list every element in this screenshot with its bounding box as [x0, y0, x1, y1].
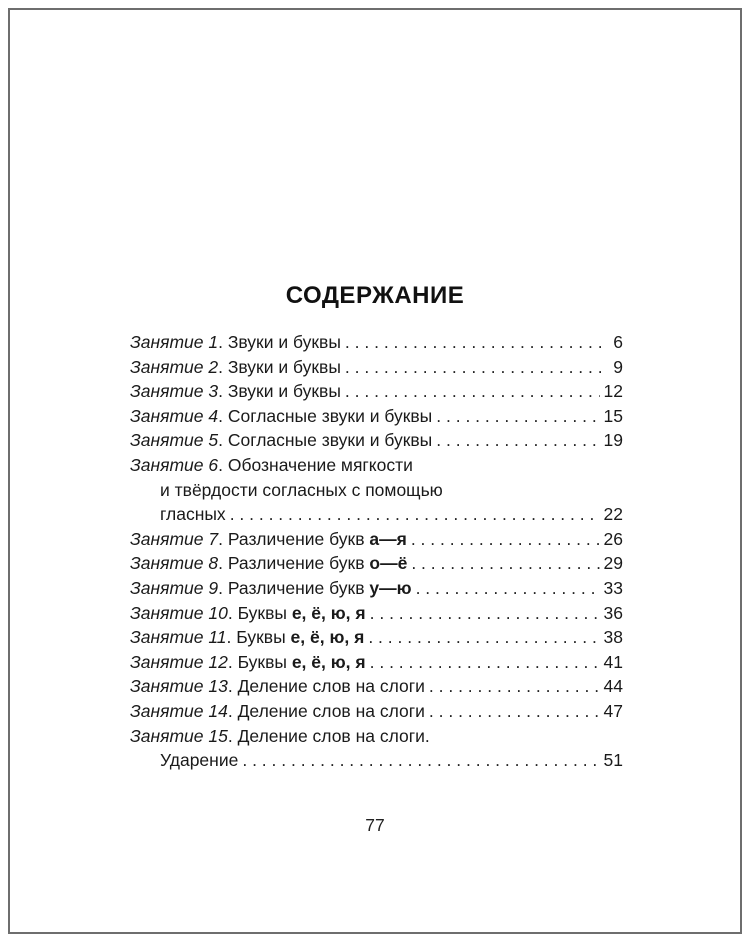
entry-page: 6 [613, 332, 623, 352]
dot-leader [436, 404, 599, 429]
entry-page: 15 [603, 405, 623, 426]
toc-entry-6-final [130, 502, 623, 527]
page-number: 77 [365, 815, 385, 835]
toc-entry-12: Занятие 12 . Буквы е, ё, ю, я . . . 41 [130, 650, 623, 675]
entry-letters: у—ю [369, 577, 412, 598]
entry-title: Различение букв [227, 577, 365, 598]
entry-title: Буквы [237, 602, 287, 623]
lesson-label: Занятие 12 [130, 651, 228, 672]
entry-letters: а—я [369, 528, 407, 549]
entry-letters: е, ё, ю, я [291, 651, 366, 672]
entry-title-continuation: Ударение [160, 750, 239, 771]
page-title: СОДЕРЖАНИЕ [285, 282, 465, 309]
dot-leader [411, 551, 599, 576]
entry-letters: е, ё, ю, я [290, 627, 365, 648]
lesson-label: Занятие 14 [130, 700, 228, 721]
entry-title: Деление слов на слоги. [237, 725, 430, 746]
dot-leader [230, 502, 600, 527]
entry-title: Согласные звуки и буквы [227, 430, 433, 451]
dot-leader [368, 625, 599, 650]
toc-entry-2: Занятие 2 . Звуки и буквы . . . 9 [130, 355, 623, 380]
table-of-contents [130, 330, 623, 773]
entry-page: 38 [603, 627, 623, 648]
dot-leader [429, 699, 600, 724]
lesson-label: Занятие 9 [130, 577, 219, 598]
toc-entry-6-continued [130, 478, 623, 503]
entry-page: 44 [603, 676, 623, 697]
dot-leader [370, 650, 600, 675]
dot-leader [411, 527, 600, 552]
dot-leader [345, 330, 609, 355]
toc-entry-15: Занятие 15 . Деление слов на слоги. [130, 724, 623, 749]
entry-title-continuation: гласных [160, 504, 226, 525]
entry-title: Различение букв [227, 553, 365, 574]
toc-entry-8: Занятие 8 . Различение букв о—ё . . . 29 [130, 551, 623, 576]
toc-entry-9: Занятие 9 . Различение букв у—ю . . . 33 [130, 576, 623, 601]
dot-leader [370, 601, 600, 626]
entry-title: Буквы [237, 651, 287, 672]
entry-page: 26 [603, 528, 623, 549]
lesson-label: Занятие 2 [130, 356, 219, 377]
entry-page: 29 [603, 553, 623, 574]
entry-title: Звуки и буквы [227, 381, 341, 402]
entry-page: 9 [613, 356, 623, 377]
lesson-label: Занятие 3 [130, 381, 219, 402]
entry-page: 33 [603, 577, 623, 598]
dot-leader [345, 379, 600, 404]
lesson-label: Занятие 11 [130, 627, 227, 648]
toc-entry-15-continued [130, 748, 623, 773]
toc-entry-11: Занятие 11 . Буквы е, ё, ю, я . . . 38 [130, 625, 623, 650]
toc-entry-3: Занятие 3 . Звуки и буквы . . . 12 [130, 379, 623, 404]
toc-entry-1: Занятие 1 . Звуки и буквы . . . 6 [130, 330, 623, 355]
toc-entry-13: Занятие 13 . Деление слов на слоги . . . 44 [130, 674, 623, 699]
lesson-label: Занятие 4 [130, 405, 219, 426]
toc-entry-7: Занятие 7 . Различение букв а—я . . . 26 [130, 527, 623, 552]
entry-title: Различение букв [227, 528, 365, 549]
entry-title: Звуки и буквы [227, 332, 341, 352]
lesson-label: Занятие 1 [130, 332, 219, 352]
entry-letters: е, ё, ю, я [291, 602, 366, 623]
lesson-label: Занятие 6 [130, 454, 219, 475]
lesson-label: Занятие 7 [130, 528, 219, 549]
lesson-label: Занятие 13 [130, 676, 228, 697]
toc-entry-10: Занятие 10 . Буквы е, ё, ю, я . . . 36 [130, 601, 623, 626]
entry-title: Буквы [236, 627, 286, 648]
lesson-label: Занятие 15 [130, 725, 228, 746]
dot-leader [436, 428, 599, 453]
toc-entry-14: Занятие 14 . Деление слов на слоги . . . 47 [130, 699, 623, 724]
entry-title: Обозначение мягкости [227, 454, 413, 475]
entry-title: Звуки и буквы [227, 356, 341, 377]
toc-entry-5: Занятие 5 . Согласные звуки и буквы . . . 19 [130, 428, 623, 453]
entry-page: 47 [603, 700, 623, 721]
entry-title: Деление слов на слоги [237, 700, 425, 721]
entry-title: Согласные звуки и буквы [227, 405, 433, 426]
entry-title: Деление слов на слоги [237, 676, 425, 697]
entry-title-continuation: и твёрдости согласных с помощью [160, 479, 443, 500]
entry-page: 41 [603, 651, 623, 672]
entry-page: 19 [603, 430, 623, 451]
toc-entry-6: Занятие 6 . Обозначение мягкости [130, 453, 623, 478]
lesson-label: Занятие 8 [130, 553, 219, 574]
dot-leader [429, 674, 600, 699]
lesson-label: Занятие 10 [130, 602, 228, 623]
toc-entry-4: Занятие 4 . Согласные звуки и буквы . . . 15 [130, 404, 623, 429]
dot-leader [416, 576, 600, 601]
entry-page: 36 [603, 602, 623, 623]
dot-leader [242, 748, 599, 773]
entry-page: 12 [603, 381, 623, 402]
dot-leader [345, 355, 609, 380]
entry-letters: о—ё [369, 553, 408, 574]
lesson-label: Занятие 5 [130, 430, 219, 451]
book-page [8, 8, 742, 934]
entry-page: 51 [603, 750, 623, 771]
entry-page: 22 [603, 504, 623, 525]
